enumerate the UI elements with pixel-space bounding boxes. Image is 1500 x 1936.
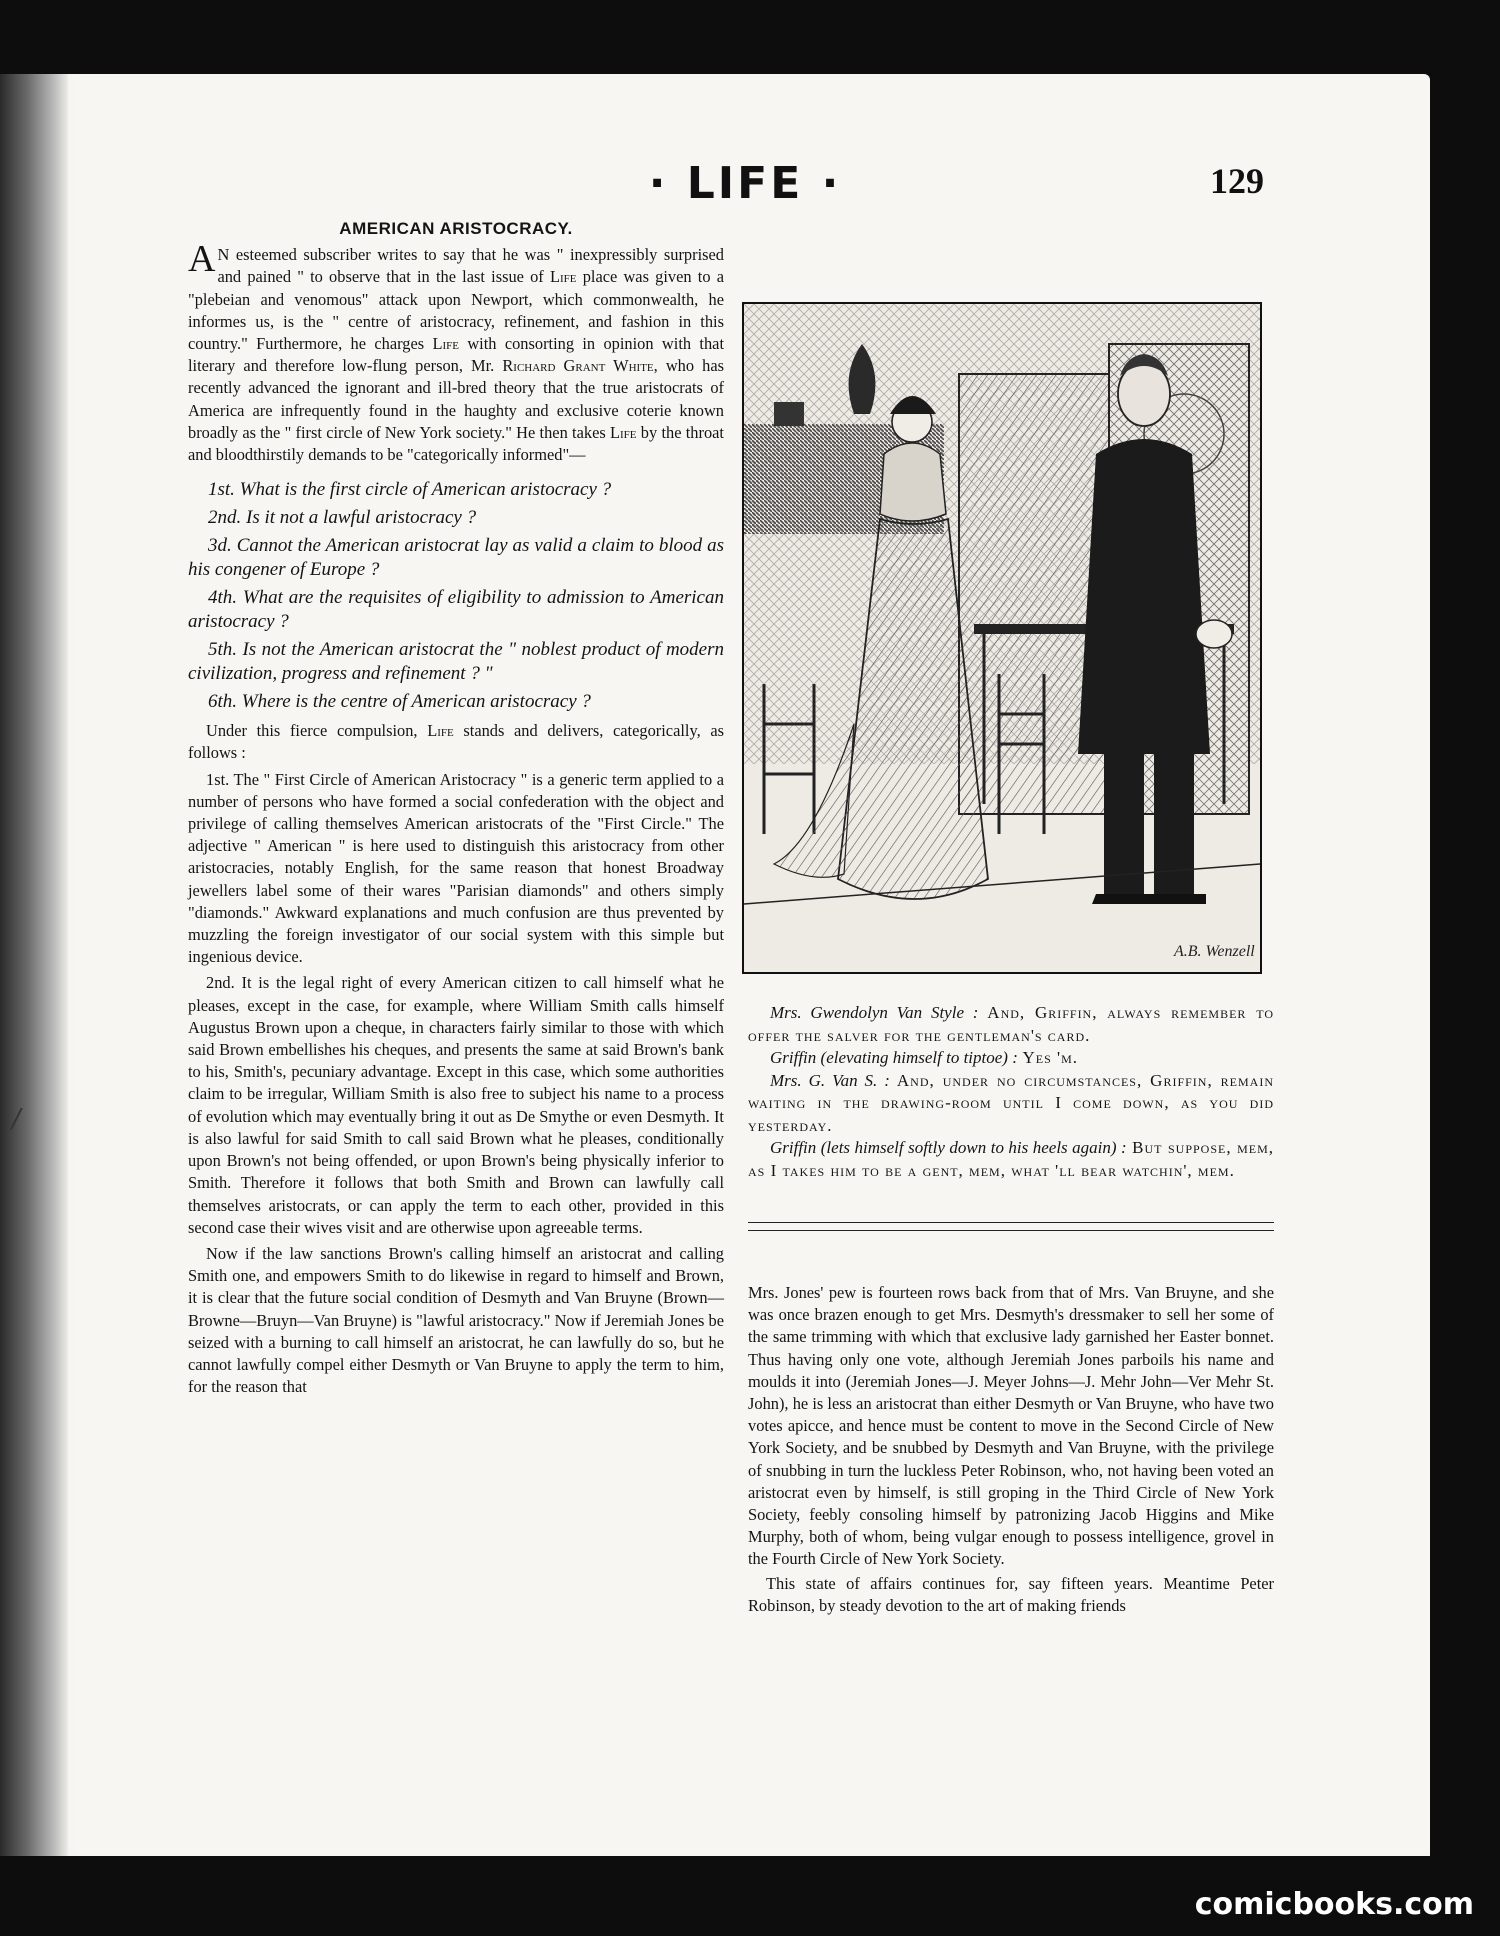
caption-line-4: Griffin (lets himself softly down to his heels again) : But suppose, mem, as I takes him to be a gent, mem, what 'll bear watchin', mem. (748, 1138, 1274, 1180)
section-divider-bottom (748, 1230, 1274, 1231)
masthead: · LIFE · (648, 158, 842, 209)
caption-line-2: Griffin (elevating himself to tiptoe) : Yes 'm. (770, 1048, 1079, 1067)
question-item: 1st. What is the first circle of American aristocracy ? (208, 479, 612, 501)
question-item: 5th. Is not the American aristocrat the " noblest product of modern civilization, progress and refinement ? " (188, 639, 724, 685)
question-list (188, 478, 724, 714)
page-spine-shadow (0, 74, 68, 1856)
question-item: 6th. Where is the centre of American aristocracy ? (208, 691, 591, 713)
left-column (188, 218, 724, 1402)
article-title: AMERICAN ARISTOCRACY. (339, 219, 573, 238)
compulsion-paragraph: Under this fierce compulsion, Life stands and delivers, categorically, as follows : (188, 721, 724, 763)
answer-paragraph-2: 2nd. It is the legal right of every American citizen to call himself what he pleases, except in the case, for example, where William Smith calls himself Augustus Brown upon a cheque, in characters fairly similar to those with which said Brown embellishes his cheques, and presents the same at said Brown's bank to his, Smith's, pecuniary advantage. Except in this case, which some authorities claim to be irregular, William Smith is also free to subject his name to a process of evolution which may eventually bring it out as De Smythe or even Desmyth. It is also lawful for said Smith to call said Brown what he pleases, conditionally upon Brown's not being offended, or upon Brown's being physically inferior to Smith. Therefore it follows that both Smith and Brown can lawfully call themselves aristocrats, or can apply the term to each other, provided in this second case their wives visit and are otherwise upon agreeable terms. (188, 973, 724, 1237)
right-column (748, 1282, 1274, 1619)
answer-paragraph-1: 1st. The " First Circle of American Aristocracy " is a generic term applied to a number of persons who have formed a social confederation with the object and privilege of calling themselves American aristocrats of the "First Circle." The adjective " American " is here used to distinguish this aristocracy from other aristocracies, notably English, for the same reason that honest Broadway jewellers label some of their wares "Parisian diamonds" and others simply "diamonds." Awkward explanations and much confusion are thus prevented by muzzling the foreign investigator of our social system with this simple but ingenious device. (188, 769, 724, 967)
section-divider-top (748, 1222, 1274, 1223)
artist-signature: A.B. Wenzell (1174, 943, 1255, 960)
question-item: 2nd. Is it not a lawful aristocracy ? (208, 507, 477, 529)
drawing-room-scene (744, 304, 1260, 972)
watermark: comicbooks.com (1194, 1887, 1474, 1922)
margin-mark: / (12, 1104, 21, 1134)
illustration-caption (748, 1002, 1274, 1182)
continued-paragraph: Mrs. Jones' pew is fourteen rows back from that of Mrs. Van Bruyne, and she was once brazen enough to get Mrs. Desmyth's dressmaker to sell her some of the same trimming with which that exclusive lady garnished her Easter bonnet. Thus having only one vote, although Jeremiah Jones parboils his name and moulds it into (Jeremiah Jones—J. Meyer Johns—J. Mehr John—Ver Mehr St. John), he is less an aristocrat than either Desmyth or Van Bruyne, who have two votes apicce, and hence must be content to move in the Second Circle of New York Society, and be snubbed by Desmyth and Van Bruyne, with the privilege of snubbing in turn the luckless Peter Robinson, who, not having been voted an aristocrat even by himself, is still groping in the Third Circle of New York Society, feebly consoling himself by patronizing Jacob Higgins and Mike Murphy, both of whom, being vulgar enough to possess intelligence, grovel in the Fourth Circle of New York Society. (748, 1283, 1274, 1569)
question-item: 3d. Cannot the American aristocrat lay as valid a claim to blood as his congener of Europe ? (188, 535, 724, 581)
caption-line-1: Mrs. Gwendolyn Van Style : And, Griffin, always remember to offer the salver for the gentleman's card. (748, 1003, 1274, 1045)
caption-line-3: Mrs. G. Van S. : And, under no circumstances, Griffin, remain waiting in the drawing-room until I come down, as you did yesterday. (748, 1070, 1274, 1135)
magazine-page (0, 74, 1430, 1856)
page-number: 129 (1210, 161, 1264, 201)
final-paragraph: This state of affairs continues for, say fifteen years. Meantime Peter Robinson, by steady devotion to the art of making friends (748, 1573, 1274, 1615)
answer-paragraph-3: Now if the law sanctions Brown's calling himself an aristocrat and calling Smith one, and empowers Smith to do likewise in regard to himself and Brown, it is clear that the future social condition of Desmyth and Van Bruyne (Brown—Browne—Bruyn—Van Bruyne) is "lawful aristocracy." Now if Jeremiah Jones be seized with a burning to call himself an aristocrat, he can lawfully do so, but he cannot lawfully compel either Desmyth or Van Bruyne to apply the term to him, for the reason that (188, 1243, 724, 1397)
intro-paragraph: AN esteemed subscriber writes to say that he was " inexpressibly surprised and pained " to observe that in the last issue of Life place was given to a "plebeian and venomous" attack upon Newport, which commonwealth, he informes us, is the " centre of aristocracy, refinement, and fashion in this country." Furthermore, he charges Life with consorting in opinion with that literary and therefore low-flung person, Mr. Richard Grant White, who has recently advanced the ignorant and ill-bred theory that the true aristocrats of America are infrequently found in the haughty and exclusive coterie known broadly as the " first circle of New York society." He then takes Life by the throat and bloodthirstily demands to be "categorically informed"— (188, 238, 725, 465)
question-item: 4th. What are the requisites of eligibility to admission to American aristocracy ? (188, 587, 724, 633)
engraving-illustration (742, 302, 1262, 974)
